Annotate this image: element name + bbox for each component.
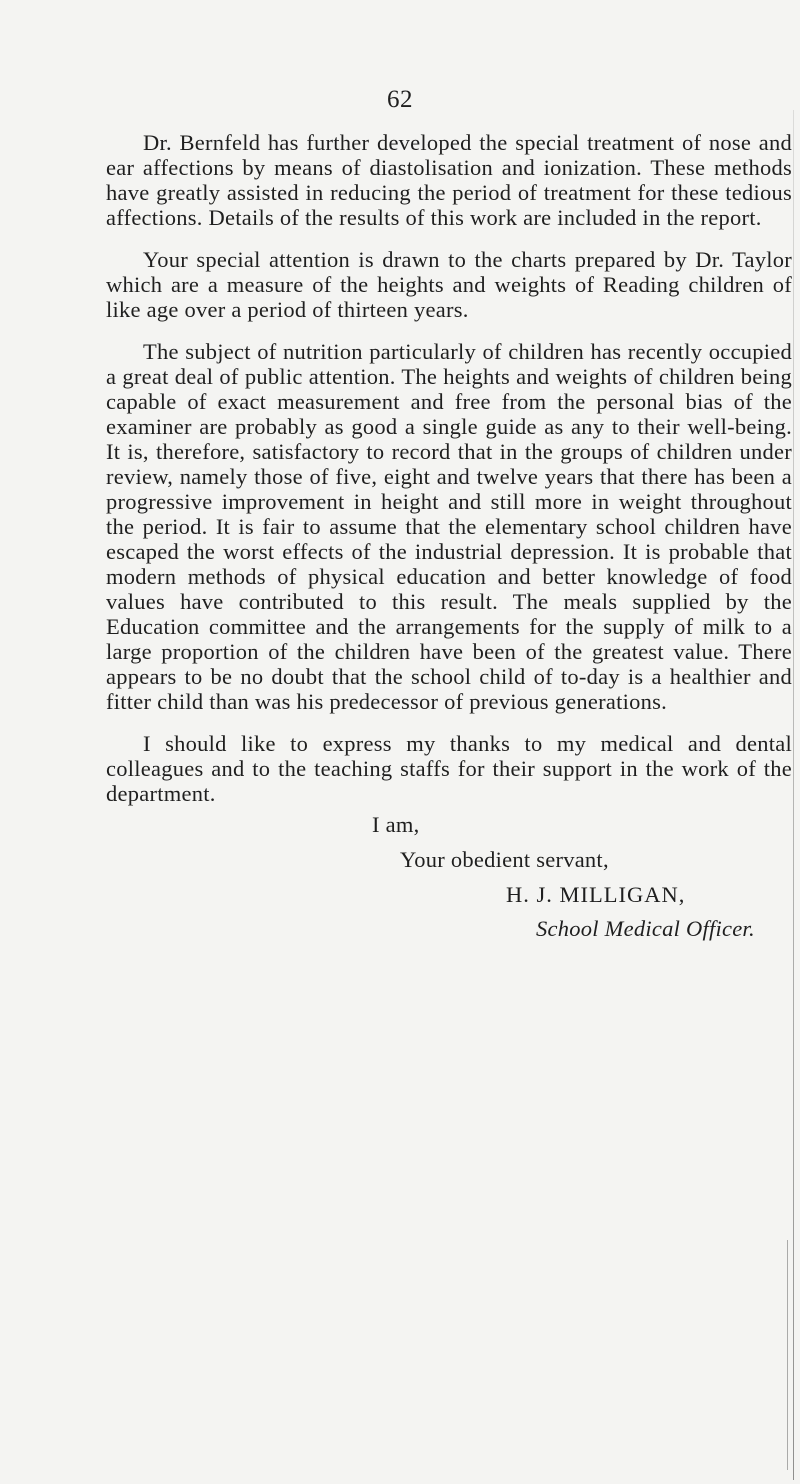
signature-name: H. J. MILLIGAN,: [506, 882, 686, 907]
paragraph-charts: Your special attention is drawn to the charts prepared by Dr. Taylor which are a measure of the heights and weights of Reading children of like age over a period of thirteen years.: [106, 247, 792, 322]
paragraph-thanks: I should like to express my thanks to my medical and dental colleagues and to the teaching staffs for their support in the work of the department.: [106, 731, 792, 806]
paragraph-nutrition: The subject of nutrition particularly of children has recently occupied a great deal of public attention. The heights and weights of children being capable of exact measurement and free from the personal bias of the examiner are probably as good a single guide as any to their well-being. It is, therefore, satisfactory to record that in the groups of children under review, namely those of five, eight and twelve years that there has been a progressive improvement in height and still more in weight throughout the period. It is fair to assume that the elementary school children have escaped the worst effects of the industrial depression. It is probable that modern methods of physical education and better knowledge of food values have contributed to this result. The meals supplied by the Education committee and the arrangements for the supply of milk to a large proportion of the children have been of the greatest value. There appears to be no doubt that the school child of to-day is a healthier and fitter child than was his predecessor of previous generations.: [106, 339, 792, 714]
page-number: 62: [387, 86, 413, 113]
closing-sign-off: Your obedient servant,: [400, 847, 609, 872]
page-edge-shadow-inner: [787, 1240, 788, 1470]
page-edge-shadow: [793, 110, 794, 1480]
signature-title: School Medical Officer.: [536, 916, 755, 941]
letter-body: [106, 130, 792, 823]
paragraph-nose-ear-treatment: Dr. Bernfeld has further developed the special treatment of nose and ear affections by means of diastolisation and ionization. These methods have greatly assisted in reducing the period of treatment for these tedious affections. Details of the results of this work are included in the report.: [106, 130, 792, 230]
closing-salutation: I am,: [372, 812, 420, 837]
